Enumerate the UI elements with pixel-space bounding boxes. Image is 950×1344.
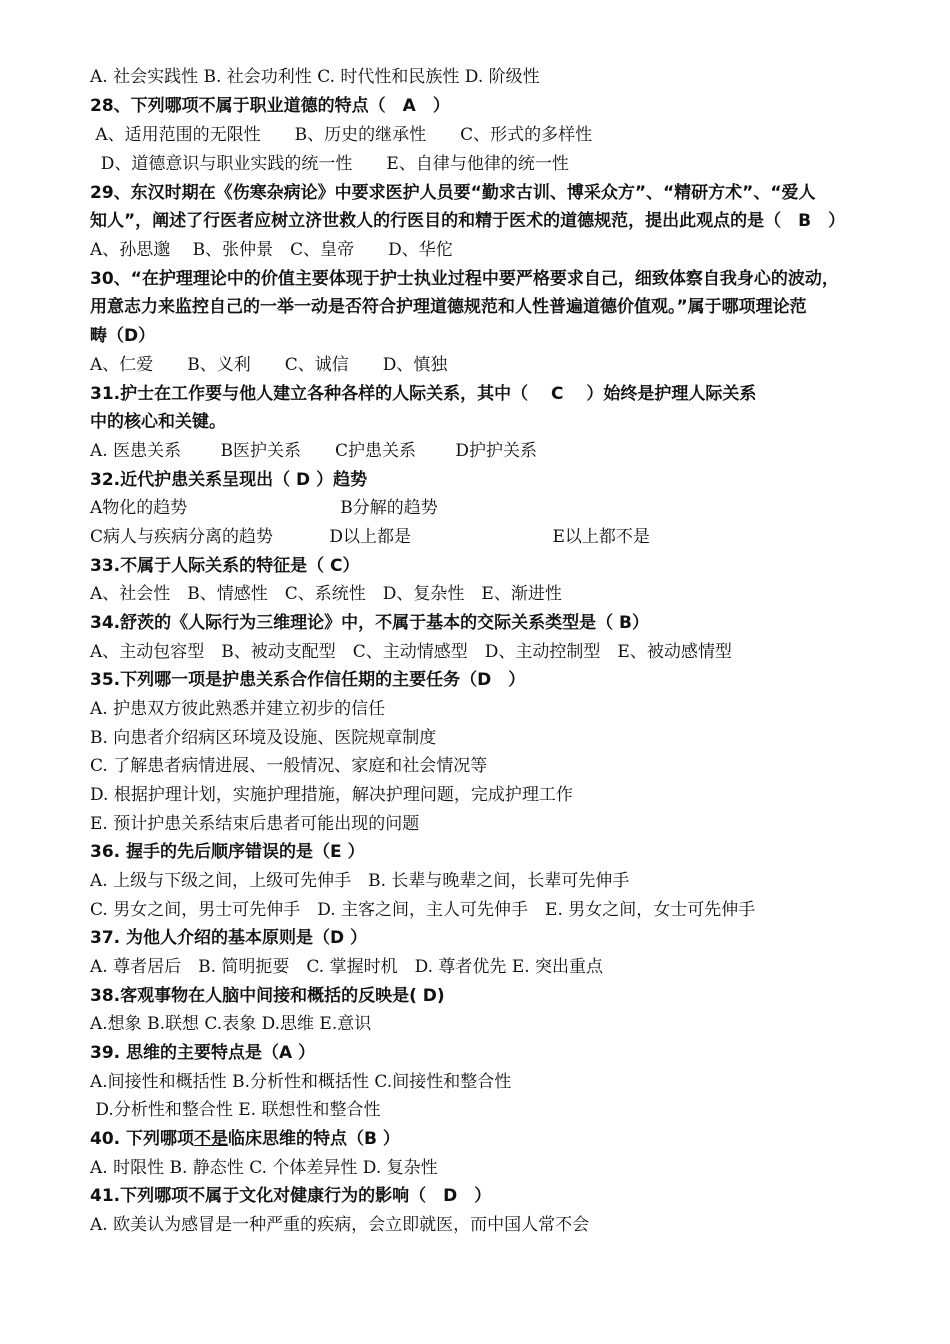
options-line: A. 上级与下级之间，上级可先伸手 B. 长辈与晚辈之间，长辈可先伸手 bbox=[90, 871, 630, 891]
question-38: 38.客观事物在人脑中间接和概括的反映是( D) bbox=[90, 986, 445, 1006]
question-30-cont: 畴（D） bbox=[90, 326, 156, 346]
options-line: C病人与疾病分离的趋势 D以上都是 E以上都不是 bbox=[90, 527, 650, 547]
options-line: A. 时限性 B. 静态性 C. 个体差异性 D. 复杂性 bbox=[90, 1158, 438, 1178]
question-34: 34.舒茨的《人际行为三维理论》中，不属于基本的交际关系类型是（ B） bbox=[90, 613, 649, 633]
question-35: 35.下列哪一项是护患关系合作信任期的主要任务（D ） bbox=[90, 670, 526, 690]
question-40-prefix: 40. 下列哪项 bbox=[90, 1129, 195, 1149]
options-line: A.间接性和概括性 B.分析性和概括性 C.间接性和整合性 bbox=[90, 1072, 512, 1092]
question-30-cont: 用意志力来监控自己的一举一动是否符合护理道德规范和人性普遍道德价值观。”属于哪项理论范 bbox=[90, 297, 807, 317]
options-line: A. 医患关系 B医护关系 C护患关系 D护护关系 bbox=[90, 441, 538, 461]
options-line: A、孙思邈 B、张仲景 C、皇帝 D、华佗 bbox=[90, 240, 453, 260]
options-line: A、适用范围的无限性 B、历史的继承性 C、形式的多样性 bbox=[90, 125, 593, 145]
question-40 bbox=[90, 1128, 400, 1150]
question-37: 37. 为他人介绍的基本原则是（D ） bbox=[90, 928, 368, 948]
options-line: A. 尊者居后 B. 简明扼要 C. 掌握时机 D. 尊者优先 E. 突出重点 bbox=[90, 957, 604, 977]
options-line: B. 向患者介绍病区环境及设施、医院规章制度 bbox=[90, 728, 437, 748]
options-line: A物化的趋势 B分解的趋势 bbox=[90, 498, 438, 518]
options-line: A. 护患双方彼此熟悉并建立初步的信任 bbox=[90, 699, 386, 719]
question-30: 30、“在护理理论中的价值主要体现于护士执业过程中要严格要求自己，细致体察自我身心的波动， bbox=[90, 269, 839, 289]
underlined-emphasis: 不是 bbox=[194, 1129, 229, 1149]
question-29-cont: 知人”，阐述了行医者应树立济世救人的行医目的和精于医术的道德规范，提出此观点的是（ B ） bbox=[90, 211, 846, 231]
options-line: C. 男女之间，男士可先伸手 D. 主客之间，主人可先伸手 E. 男女之间，女士可先伸手 bbox=[90, 900, 756, 920]
question-28: 28、下列哪项不属于职业道德的特点（ A ） bbox=[90, 96, 450, 116]
options-line: D、道德意识与职业实践的统一性 E、自律与他律的统一性 bbox=[90, 154, 569, 174]
options-line: A、社会性 B、情感性 C、系统性 D、复杂性 E、渐进性 bbox=[90, 584, 562, 604]
question-39: 39. 思维的主要特点是（A ） bbox=[90, 1043, 316, 1063]
options-line: D.分析性和整合性 E. 联想性和整合性 bbox=[90, 1100, 381, 1120]
options-line: D. 根据护理计划，实施护理措施，解决护理问题，完成护理工作 bbox=[90, 785, 573, 805]
options-line: A. 欧美认为感冒是一种严重的疾病，会立即就医，而中国人常不会 bbox=[90, 1215, 590, 1235]
question-40-suffix: 临床思维的特点（B ） bbox=[228, 1129, 400, 1149]
options-line: A. 社会实践性 B. 社会功利性 C. 时代性和民族性 D. 阶级性 bbox=[90, 67, 540, 87]
question-29: 29、东汉时期在《伤寒杂病论》中要求医护人员要“勤求古训、博采众方”、“精研方术”、“爱人 bbox=[90, 183, 816, 203]
question-36: 36. 握手的先后顺序错误的是（E ） bbox=[90, 842, 365, 862]
question-32: 32.近代护患关系呈现出（ D ）趋势 bbox=[90, 470, 368, 490]
question-31-cont: 中的核心和关键。 bbox=[90, 412, 226, 432]
options-line: A、仁爱 B、义利 C、诚信 D、慎独 bbox=[90, 355, 448, 375]
question-41: 41.下列哪项不属于文化对健康行为的影响（ D ） bbox=[90, 1186, 492, 1206]
options-line: A、主动包容型 B、被动支配型 C、主动情感型 D、主动控制型 E、被动感情型 bbox=[90, 642, 732, 662]
question-31: 31.护士在工作要与他人建立各种各样的人际关系，其中（ C ）始终是护理人际关系 bbox=[90, 384, 757, 404]
options-line: C. 了解患者病情进展、一般情况、家庭和社会情况等 bbox=[90, 756, 488, 776]
options-line: E. 预计护患关系结束后患者可能出现的问题 bbox=[90, 814, 420, 834]
question-33: 33.不属于人际关系的特征是（ C） bbox=[90, 556, 360, 576]
options-line: A.想象 B.联想 C.表象 D.思维 E.意识 bbox=[90, 1014, 372, 1034]
